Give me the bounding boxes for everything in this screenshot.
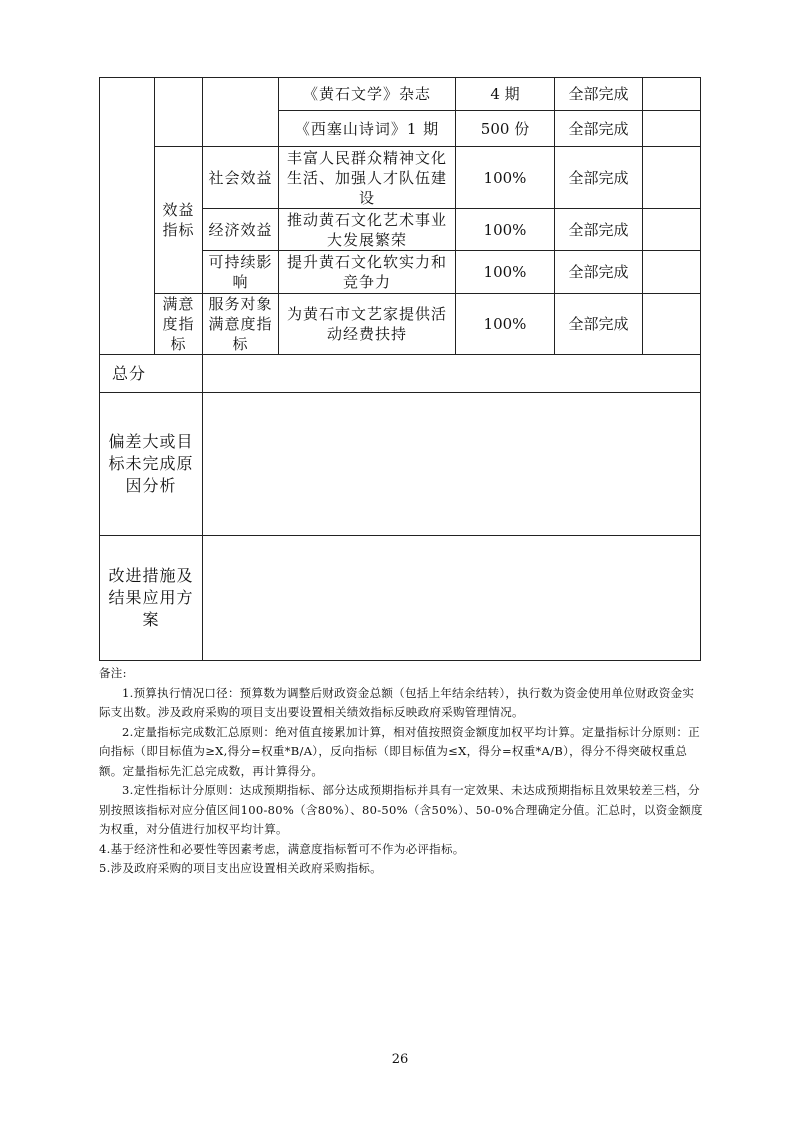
blank-cell bbox=[155, 78, 203, 147]
sub-indicator-label: 服务对象满意度指标 bbox=[203, 294, 279, 355]
indicator-content: 提升黄石文化软实力和竞争力 bbox=[279, 251, 456, 294]
improvement-plan-label: 改进措施及结果应用方案 bbox=[100, 536, 203, 661]
page-number: 26 bbox=[391, 1052, 409, 1067]
total-score-value bbox=[203, 355, 701, 393]
effect-indicator-label: 效益指标 bbox=[155, 147, 203, 294]
table-row bbox=[100, 147, 701, 209]
table-row bbox=[100, 355, 701, 393]
blank-cell bbox=[643, 78, 701, 111]
note-item: 4.基于经济性和必要性等因素考虑，满意度指标暂可不作为必评指标。 bbox=[99, 841, 465, 856]
indicator-value: 100% bbox=[456, 209, 555, 251]
indicator-content: 《黄石文学》杂志 bbox=[279, 78, 456, 111]
table-row bbox=[100, 536, 701, 661]
blank-cell bbox=[203, 78, 279, 147]
indicator-status: 全部完成 bbox=[555, 209, 643, 251]
indicator-status: 全部完成 bbox=[555, 111, 643, 147]
indicator-content: 丰富人民群众精神文化生活、加强人才队伍建设 bbox=[279, 147, 456, 209]
table-row bbox=[100, 393, 701, 536]
summary-table bbox=[99, 354, 701, 661]
indicator-status: 全部完成 bbox=[555, 147, 643, 209]
note-item: 3.定性指标计分原则：达成预期指标、部分达成预期指标并具有一定效果、未达成预期指标且效果较差三档，分别按照该指标对应分值区间100-80%（含80%）、80-50%（含50%）、50-0%合理确定分值。汇总时，以资金额度为权重，对分值进行加权平均计算。 bbox=[99, 783, 703, 836]
blank-cell bbox=[643, 294, 701, 355]
indicator-value: 500 份 bbox=[456, 111, 555, 147]
blank-cell bbox=[643, 209, 701, 251]
deviation-analysis-value bbox=[203, 393, 701, 536]
indicator-value: 4 期 bbox=[456, 78, 555, 111]
note-item: 5.涉及政府采购的项目支出应设置相关政府采购指标。 bbox=[99, 861, 382, 875]
satisfaction-indicator-label: 满意度指标 bbox=[155, 294, 203, 355]
sub-indicator-label: 可持续影响 bbox=[203, 251, 279, 294]
blank-cell bbox=[643, 251, 701, 294]
deviation-analysis-label: 偏差大或目标未完成原因分析 bbox=[100, 393, 203, 536]
sub-indicator-label: 社会效益 bbox=[203, 147, 279, 209]
improvement-plan-value bbox=[203, 536, 701, 661]
blank-cell bbox=[643, 111, 701, 147]
table-row bbox=[100, 78, 701, 111]
total-score-label: 总分 bbox=[100, 355, 203, 393]
notes-heading: 备注: bbox=[99, 666, 127, 680]
blank-cell bbox=[643, 147, 701, 209]
indicator-content: 推动黄石文化艺术事业大发展繁荣 bbox=[279, 209, 456, 251]
indicator-value: 100% bbox=[456, 251, 555, 294]
indicator-status: 全部完成 bbox=[555, 78, 643, 111]
indicator-content: 为黄石市文艺家提供活动经费扶持 bbox=[279, 294, 456, 355]
indicator-content: 《西塞山诗词》1 期 bbox=[279, 111, 456, 147]
indicator-value: 100% bbox=[456, 294, 555, 355]
indicator-status: 全部完成 bbox=[555, 294, 643, 355]
indicator-value: 100% bbox=[456, 147, 555, 209]
table-row bbox=[100, 294, 701, 355]
blank-cell bbox=[100, 78, 155, 355]
notes-section bbox=[99, 664, 703, 879]
performance-table bbox=[99, 77, 701, 355]
note-item: 1.预算执行情况口径：预算数为调整后财政资金总额（包括上年结余结转），执行数为资金使用单位财政资金实际支出数。涉及政府采购的项目支出要设置相关绩效指标反映政府采购管理情况。 bbox=[99, 685, 695, 719]
note-item: 2.定量指标完成数汇总原则：绝对值直接累加计算，相对值按照资金额度加权平均计算。定量指标计分原则：正向指标（即目标值为≥X,得分=权重*B/A），反向指标（即目标值为≤X，得分=权重*A/B），得分不得突破权重总额。定量指标先汇总完成数，再计算得分。 bbox=[99, 724, 700, 778]
sub-indicator-label: 经济效益 bbox=[203, 209, 279, 251]
indicator-status: 全部完成 bbox=[555, 251, 643, 294]
